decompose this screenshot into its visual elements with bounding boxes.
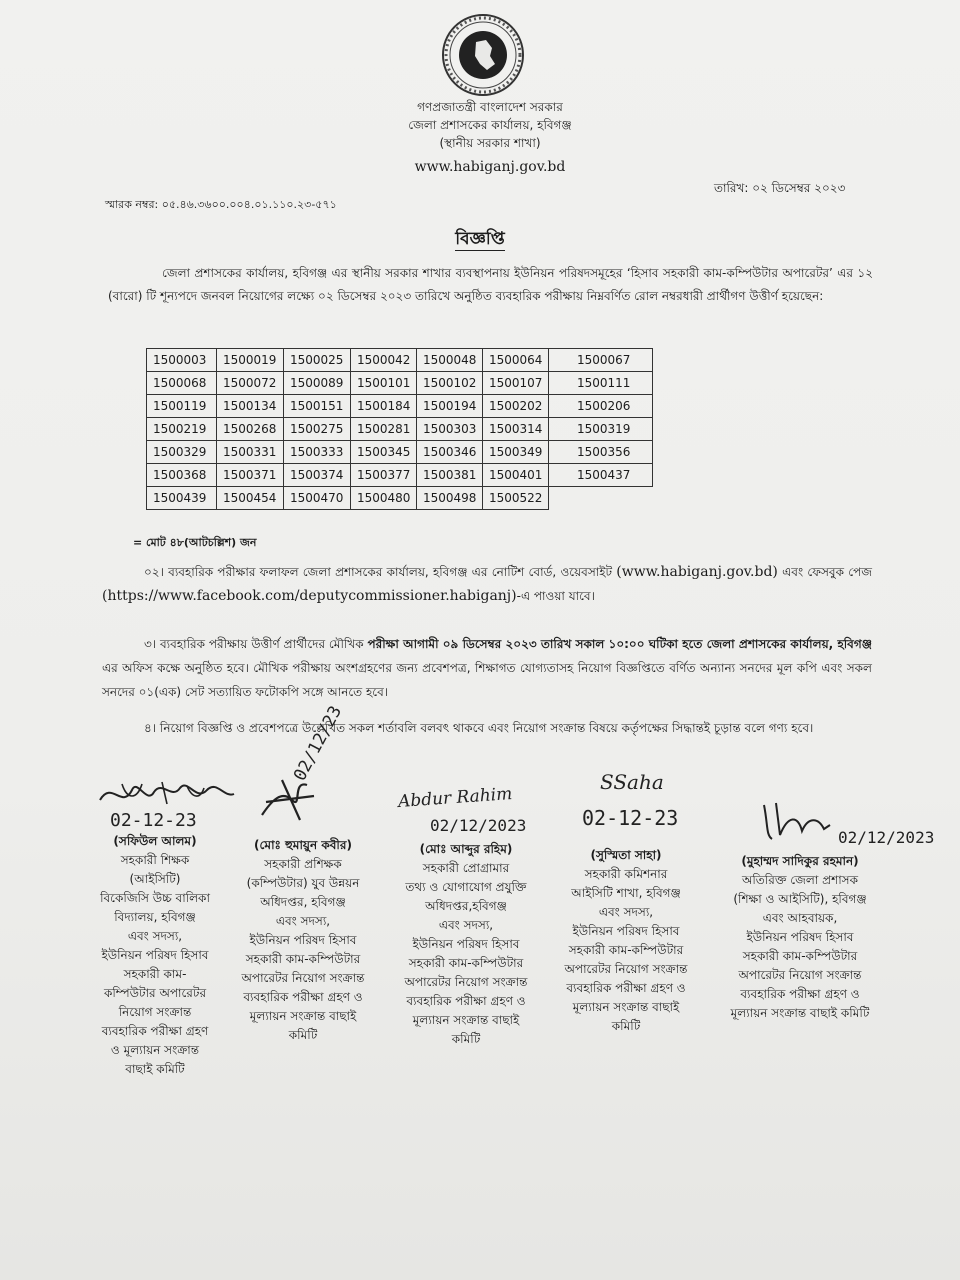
designation-line: ইউনিয়ন পরিষদ হিসাব xyxy=(412,937,520,951)
para2-end: -এ পাওয়া যাবে। xyxy=(516,589,595,603)
designation-line: সহকারী প্রোগ্রামার xyxy=(422,861,510,875)
designation-line: অধিদপ্তর, হবিগঞ্জ xyxy=(260,895,346,909)
designation-line: সহকারী শিক্ষক xyxy=(120,853,190,867)
designation-line: এবং সদস্য, xyxy=(598,905,654,919)
designation-line: মূল্যায়ন সংক্রান্ত বাছাই xyxy=(572,1000,680,1014)
designation-line: কমিটি xyxy=(451,1032,481,1046)
designation-line: অধিদপ্তর,হবিগঞ্জ xyxy=(425,899,507,913)
roll-number-cell: 1500333 xyxy=(284,441,351,464)
roll-number-cell: 1500151 xyxy=(284,395,351,418)
roll-number-cell: 1500268 xyxy=(217,418,284,441)
signatory-4-name: (সুস্মিতা সাহা) xyxy=(590,848,662,862)
signature-2-date: 02/12/23 xyxy=(290,702,347,785)
signatory-3 xyxy=(376,840,556,1049)
designation-line: ব্যবহারিক পরীক্ষা গ্রহণ ও xyxy=(406,994,526,1008)
notice-title xyxy=(380,226,580,254)
designation-line: আইসিটি শাখা, হবিগঞ্জ xyxy=(571,886,681,900)
signatory-2-designation xyxy=(218,855,388,1045)
roll-number-cell: 1500064 xyxy=(483,349,549,372)
designation-line: অপারেটর নিয়োগ সংক্রান্ত xyxy=(404,975,528,989)
roll-number-cell: 1500439 xyxy=(147,487,217,510)
designation-line: নিয়োগ সংক্রান্ত xyxy=(118,1005,192,1019)
office-name: জেলা প্রশাসকের কার্যালয়, হবিগঞ্জ xyxy=(408,118,572,132)
roll-number-cell: 1500374 xyxy=(284,464,351,487)
designation-line: সহকারী কাম-কম্পিউটার xyxy=(245,952,361,966)
table-row xyxy=(147,418,653,441)
table-row xyxy=(147,395,653,418)
roll-number-cell: 1500381 xyxy=(417,464,483,487)
signatory-5-designation xyxy=(700,871,900,1023)
table-row xyxy=(147,372,653,395)
roll-number-cell: 1500003 xyxy=(147,349,217,372)
designation-line: বাছাই কমিটি xyxy=(125,1062,185,1076)
signature-3-date: 02/12/2023 xyxy=(430,816,527,835)
roll-number-cell: 1500101 xyxy=(351,372,417,395)
roll-number-cell: 1500102 xyxy=(417,372,483,395)
signatory-1-name: (সফিউল আলম) xyxy=(113,834,197,848)
signature-5 xyxy=(758,795,838,845)
government-seal-icon xyxy=(440,12,526,98)
designation-line: ইউনিয়ন পরিষদ হিসাব xyxy=(249,933,357,947)
designation-line: (শিক্ষা ও আইসিটি), হবিগঞ্জ xyxy=(733,892,867,906)
table-row xyxy=(147,464,653,487)
designation-line: মূল্যায়ন সংক্রান্ত বাছাই xyxy=(249,1009,357,1023)
signatory-4 xyxy=(536,846,716,1036)
branch-name: (স্থানীয় সরকার শাখা) xyxy=(439,136,541,150)
intro-paragraph: জেলা প্রশাসকের কার্যালয়, হবিগঞ্জ এর স্থানীয় সরকার শাখার ব্যবস্থাপনায় ইউনিয়ন পরিষদসমূহের ‘হিসাব সহকারী কাম-কম্পিউটার অপারেটর’ এর ১২ (বারো) টি শূন্যপদে জনবল নিয়োগের লক্ষ্যে ০২ ডিসেম্বর ২০২৩ তারিখে অনুষ্ঠিত ব্যবহারিক পরীক্ষায় নিম্নবর্ণিত রোল নম্বরধারী প্রার্থীগণ উত্তীর্ণ হয়েছেন: xyxy=(108,266,873,303)
signatory-2 xyxy=(218,836,388,1045)
roll-number-cell: 1500498 xyxy=(417,487,483,510)
paragraph-4: ৪। নিয়োগ বিজ্ঞপ্তি ও প্রবেশপত্রে উল্লেখিত সকল শর্তাবলি বলবৎ থাকবে এবং নিয়োগ সংক্রান্ত বিষয়ে কর্তৃপক্ষের সিদ্ধান্তই চূড়ান্ত বলে গণ্য হবে। xyxy=(144,721,814,735)
signatory-4-designation xyxy=(536,865,716,1036)
roll-number-cell: 1500401 xyxy=(483,464,549,487)
roll-number-cell: 1500275 xyxy=(284,418,351,441)
facebook-link: (https://www.facebook.com/deputycommissioner.habiganj) xyxy=(102,588,517,604)
designation-line: (কম্পিউটার) যুব উন্নয়ন xyxy=(246,876,360,890)
roll-number-cell: 1500480 xyxy=(351,487,417,510)
roll-number-cell: 1500303 xyxy=(417,418,483,441)
designation-line: অপারেটর নিয়োগ সংক্রান্ত xyxy=(241,971,365,985)
roll-number-cell: 1500019 xyxy=(217,349,284,372)
notice-date: তারিখ: ০২ ডিসেম্বর ২০২৩ xyxy=(714,181,846,195)
designation-line: কমিটি xyxy=(611,1019,641,1033)
roll-number-cell: 1500107 xyxy=(483,372,549,395)
memo-number: স্মারক নম্বর: ০৫.৪৬.৩৬০০.০০৪.০১.১১০.২৩-৫৭১ xyxy=(105,198,337,211)
designation-line: ইউনিয়ন পরিষদ হিসাব xyxy=(572,924,680,938)
signature-3-name: Abdur Rahim xyxy=(397,784,513,812)
para3-end: এর অফিস কক্ষে অনুষ্ঠিত হবে। মৌখিক পরীক্ষায় অংশগ্রহণের জন্য প্রবেশপত্র, শিক্ষাগত যোগ্যতাসহ নিয়োগ বিজ্ঞপ্তিতে বর্ণিত অন্যান্য সনদের মূল কপি এবং সকল সনদের ০১(এক) সেট সত্যায়িত ফটোকপি সঙ্গে আনতে হবে। xyxy=(102,661,872,699)
viva-schedule: পরীক্ষা আগামী ০৯ ডিসেম্বর ২০২৩ তারিখ সকাল ১০:০০ ঘটিকা হতে জেলা প্রশাসকের কার্যালয়, হবিগঞ্জ xyxy=(367,637,872,651)
paragraph-3 xyxy=(102,632,872,704)
designation-line: সহকারী কমিশনার xyxy=(584,867,668,881)
roll-number-cell: 1500349 xyxy=(483,441,549,464)
roll-number-cell: 1500089 xyxy=(284,372,351,395)
roll-number-cell: 1500346 xyxy=(417,441,483,464)
website-text: www.habiganj.gov.bd xyxy=(414,159,566,175)
roll-number-cell: 1500194 xyxy=(417,395,483,418)
signatory-2-name: (মোঃ হুমায়ুন কবীর) xyxy=(254,838,352,852)
designation-line: ইউনিয়ন পরিষদ হিসাব xyxy=(746,930,854,944)
roll-number-cell: 1500048 xyxy=(417,349,483,372)
designation-line: (আইসিটি) xyxy=(129,872,181,886)
roll-number-cell: 1500134 xyxy=(217,395,284,418)
roll-number-cell: 1500345 xyxy=(351,441,417,464)
roll-number-cell: 1500202 xyxy=(483,395,549,418)
designation-line: সহকারী কাম-কম্পিউটার xyxy=(408,956,524,970)
para2-text: ০২। ব্যবহারিক পরীক্ষার ফলাফল জেলা প্রশাসকের কার্যালয়, হবিগঞ্জ এর নোটিশ বোর্ড, ওয়েবসাইট xyxy=(144,565,617,579)
roll-number-cell: 1500042 xyxy=(351,349,417,372)
roll-number-cell: 1500368 xyxy=(147,464,217,487)
roll-number-cell: 1500470 xyxy=(284,487,351,510)
roll-number-cell: 1500437 xyxy=(549,464,653,487)
signature-4-name: SSaha xyxy=(600,770,664,794)
designation-line: ব্যবহারিক পরীক্ষা গ্রহণ ও xyxy=(740,987,860,1001)
roll-number-cell: 1500454 xyxy=(217,487,284,510)
roll-number-cell: 1500067 xyxy=(549,349,653,372)
designation-line: কম্পিউটার অপারেটর xyxy=(103,986,207,1000)
designation-line: বিদ্যালয়, হবিগঞ্জ xyxy=(114,910,196,924)
table-row xyxy=(147,349,653,372)
roll-number-cell: 1500068 xyxy=(147,372,217,395)
para3-text: ৩। ব্যবহারিক পরীক্ষায় উত্তীর্ণ প্রার্থীদের মৌখিক xyxy=(144,637,368,651)
roll-number-cell: 1500329 xyxy=(147,441,217,464)
roll-number-cell: 1500319 xyxy=(549,418,653,441)
roll-number-cell: 1500314 xyxy=(483,418,549,441)
designation-line: এবং সদস্য, xyxy=(438,918,494,932)
designation-line: ব্যবহারিক পরীক্ষা গ্রহণ ও xyxy=(243,990,363,1004)
roll-number-cell: 1500219 xyxy=(147,418,217,441)
designation-line: তথ্য ও যোগাযোগ প্রযুক্তি xyxy=(405,880,527,894)
designation-line: সহকারী কাম-কম্পিউটার xyxy=(742,949,858,963)
designation-line: এবং আহবায়ক, xyxy=(762,911,838,925)
notice-title-text: বিজ্ঞপ্তি xyxy=(455,229,505,249)
designation-line: অপারেটর নিয়োগ সংক্রান্ত xyxy=(738,968,862,982)
signatory-3-designation xyxy=(376,859,556,1049)
roll-number-cell: 1500371 xyxy=(217,464,284,487)
signatory-5 xyxy=(700,852,900,1023)
roll-number-cell: 1500111 xyxy=(549,372,653,395)
paragraph-2 xyxy=(102,560,872,608)
signatory-3-name: (মোঃ আব্দুর রহিম) xyxy=(419,842,513,856)
roll-number-cell: 1500206 xyxy=(549,395,653,418)
table-row xyxy=(147,487,653,510)
government-name: গণপ্রজাতন্ত্রী বাংলাদেশ সরকার xyxy=(417,100,563,114)
roll-number-cell: 1500025 xyxy=(284,349,351,372)
roll-number-table xyxy=(146,348,653,510)
designation-line: মূল্যায়ন সংক্রান্ত বাছাই xyxy=(412,1013,520,1027)
designation-line: ও মূল্যায়ন সংক্রান্ত xyxy=(110,1043,200,1057)
designation-line: অতিরিক্ত জেলা প্রশাসক xyxy=(741,873,859,887)
designation-line: এবং সদস্য, xyxy=(275,914,331,928)
designation-line: কমিটি xyxy=(288,1028,318,1042)
signature-1-date: 02-12-23 xyxy=(110,810,197,831)
signatory-1 xyxy=(70,832,240,1079)
roll-number-cell: 1500072 xyxy=(217,372,284,395)
table-row xyxy=(147,441,653,464)
designation-line: অপারেটর নিয়োগ সংক্রান্ত xyxy=(564,962,688,976)
website-link: (www.habiganj.gov.bd) xyxy=(616,564,778,580)
roll-number-cell: 1500356 xyxy=(549,441,653,464)
roll-number-cell: 1500119 xyxy=(147,395,217,418)
signatory-1-designation xyxy=(70,851,240,1079)
signature-4-date: 02-12-23 xyxy=(582,806,679,830)
total-count: = মোট ৪৮(আটচল্লিশ) জন xyxy=(133,536,257,549)
para2-mid: এবং ফেসবুক পেজ xyxy=(777,565,872,579)
roll-number-cell: 1500281 xyxy=(351,418,417,441)
designation-line: ব্যবহারিক পরীক্ষা গ্রহণ ও xyxy=(566,981,686,995)
signature-5-date: 02/12/2023 xyxy=(838,828,935,847)
designation-line: সহকারী প্রশিক্ষক xyxy=(264,857,342,871)
designation-line: মূল্যায়ন সংক্রান্ত বাছাই কমিটি xyxy=(730,1006,870,1020)
roll-number-cell: 1500331 xyxy=(217,441,284,464)
designation-line: সহকারী কাম- xyxy=(123,967,187,981)
designation-line: বিকেজিসি উচ্চ বালিকা xyxy=(100,891,210,905)
roll-number-cell: 1500377 xyxy=(351,464,417,487)
roll-number-cell: 1500522 xyxy=(483,487,549,510)
designation-line: ব্যবহারিক পরীক্ষা গ্রহণ xyxy=(101,1024,209,1038)
designation-line: ইউনিয়ন পরিষদ হিসাব xyxy=(101,948,209,962)
signatory-5-name: (মুহাম্মদ সাদিকুর রহমান) xyxy=(741,854,859,868)
designation-line: সহকারী কাম-কম্পিউটার xyxy=(568,943,684,957)
designation-line: এবং সদস্য, xyxy=(127,929,183,943)
roll-number-cell: 1500184 xyxy=(351,395,417,418)
